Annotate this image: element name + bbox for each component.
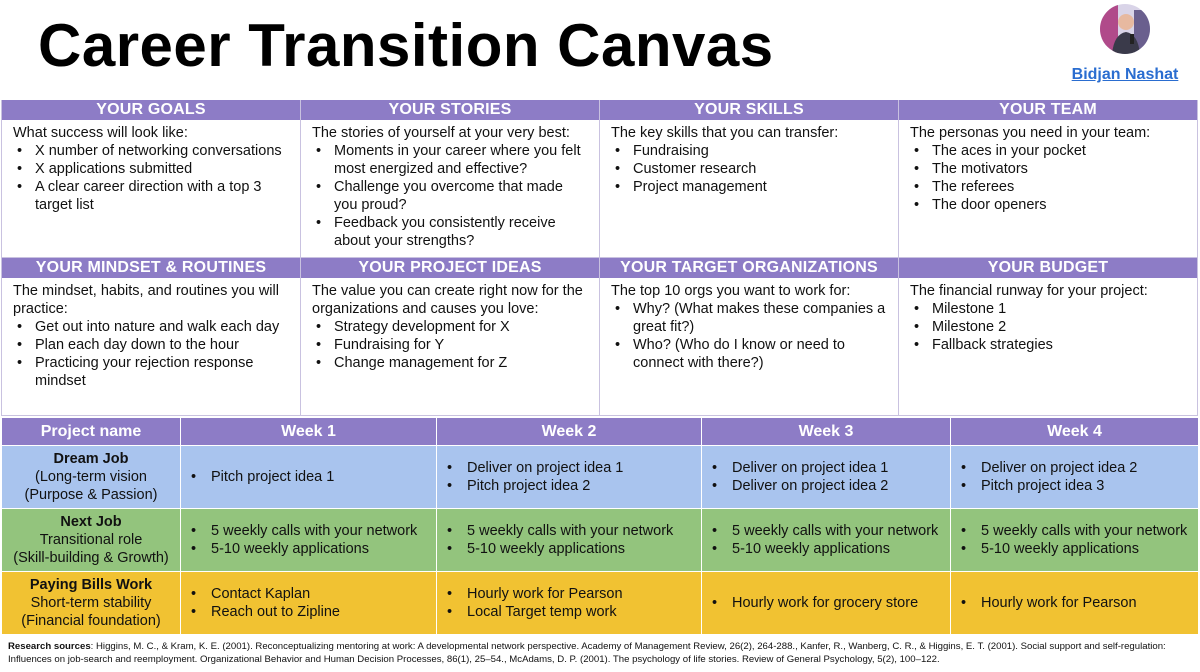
week-task-list (181, 522, 436, 558)
week-cell (702, 446, 951, 509)
list-item: • X number of networking conversations (13, 142, 290, 160)
research-sources (8, 641, 1193, 666)
week-cell (951, 446, 1199, 509)
header-week-3: Week 3 (702, 418, 951, 446)
project-name-subtitle: Short-term stability (30, 595, 152, 611)
list-item: • Reach out to Zipline (189, 603, 436, 621)
project-name-subtitle: (Long-term vision (34, 469, 147, 485)
list-item: • 5 weekly calls with your network (710, 522, 950, 540)
project-name-subtitle: (Financial foundation) (21, 613, 161, 629)
project-name-title: Paying Bills Work (29, 577, 153, 593)
week-cell (951, 509, 1199, 572)
canvas-cell (2, 258, 301, 416)
table-row (2, 446, 1199, 509)
list-item: • Hourly work for Pearson (959, 594, 1198, 612)
project-name-cell (2, 446, 181, 509)
list-item: • Feedback you consistently receive about your strengths? (312, 214, 589, 250)
canvas-cell-heading: YOUR SKILLS (600, 100, 898, 120)
plan-header-row (2, 418, 1199, 446)
list-item: • Fallback strategies (910, 336, 1187, 354)
list-item: • Deliver on project idea 1 (710, 459, 950, 477)
list-item: • 5-10 weekly applications (710, 540, 950, 558)
week-cell (181, 446, 437, 509)
list-item: • Pitch project idea 3 (959, 477, 1198, 495)
week-task-list (181, 585, 436, 621)
list-item: • Hourly work for Pearson (445, 585, 701, 603)
canvas-cell-intro: The personas you need in your team: (910, 125, 1151, 141)
week-task-list (702, 459, 950, 495)
list-item: • Challenge you overcome that made you proud? (312, 178, 589, 214)
list-item: • Pitch project idea 2 (445, 477, 701, 495)
canvas-cell-body (2, 120, 300, 214)
list-item: • The door openers (910, 196, 1187, 214)
list-item: • Get out into nature and walk each day (13, 318, 290, 336)
canvas-cell (899, 258, 1198, 416)
week-cell (702, 572, 951, 635)
canvas-cell (899, 100, 1198, 258)
project-name-title: Next Job (60, 514, 122, 530)
week-task-list (951, 459, 1198, 495)
canvas-cell-heading: YOUR MINDSET & ROUTINES (2, 258, 300, 278)
career-canvas (1, 100, 1198, 416)
canvas-cell-body (301, 278, 599, 372)
table-row (2, 509, 1199, 572)
list-item: • Practicing your rejection response mindset (13, 354, 290, 390)
week-task-list (702, 594, 950, 612)
project-name-subtitle: (Skill-building & Growth) (13, 550, 169, 566)
week-task-list (951, 522, 1198, 558)
week-task-list (181, 468, 436, 486)
header-week-2: Week 2 (437, 418, 702, 446)
list-item: • 5 weekly calls with your network (189, 522, 436, 540)
canvas-cell-intro: The stories of yourself at your very best: (312, 125, 570, 141)
canvas-cell-list (13, 318, 290, 390)
canvas-cell-body (2, 278, 300, 390)
canvas-cell-heading: YOUR PROJECT IDEAS (301, 258, 599, 278)
canvas-cell (301, 100, 600, 258)
avatar (1100, 4, 1150, 54)
list-item: • 5 weekly calls with your network (959, 522, 1198, 540)
canvas-cell-heading: YOUR BUDGET (899, 258, 1197, 278)
week-cell (181, 572, 437, 635)
week-cell (437, 509, 702, 572)
canvas-cell-intro: The value you can create right now for the organizations and causes you love: (312, 283, 583, 317)
week-task-list (951, 594, 1198, 612)
canvas-cell-body (600, 278, 898, 372)
project-name-cell (2, 509, 181, 572)
list-item: • Milestone 1 (910, 300, 1187, 318)
list-item: • 5 weekly calls with your network (445, 522, 701, 540)
list-item: • Why? (What makes these companies a great fit?) (611, 300, 888, 336)
project-name-subtitle: (Purpose & Passion) (24, 487, 158, 503)
week-task-list (437, 522, 701, 558)
canvas-cell-body (301, 120, 599, 250)
canvas-cell-list (13, 142, 290, 214)
list-item: • Hourly work for grocery store (710, 594, 950, 612)
canvas-cell (600, 258, 899, 416)
week-cell (951, 572, 1199, 635)
list-item: • Milestone 2 (910, 318, 1187, 336)
project-name-cell (2, 572, 181, 635)
week-cell (437, 572, 702, 635)
list-item: • Change management for Z (312, 354, 589, 372)
list-item: • The motivators (910, 160, 1187, 178)
week-task-list (437, 585, 701, 621)
list-item: • Deliver on project idea 1 (445, 459, 701, 477)
week-task-list (437, 459, 701, 495)
canvas-cell-list (611, 142, 888, 196)
list-item: • Contact Kaplan (189, 585, 436, 603)
week-task-list (702, 522, 950, 558)
list-item: • Pitch project idea 1 (189, 468, 436, 486)
list-item: • The referees (910, 178, 1187, 196)
week-cell (437, 446, 702, 509)
canvas-cell-heading: YOUR TEAM (899, 100, 1197, 120)
canvas-cell-intro: The mindset, habits, and routines you will practice: (13, 283, 279, 317)
canvas-cell-list (910, 300, 1187, 354)
week-cell (181, 509, 437, 572)
project-name-subtitle: Transitional role (39, 532, 143, 548)
canvas-cell (600, 100, 899, 258)
list-item: • The aces in your pocket (910, 142, 1187, 160)
list-item: • Moments in your career where you felt most energized and effective? (312, 142, 589, 178)
canvas-cell-body (899, 120, 1197, 214)
action-plan-table (1, 417, 1199, 635)
table-row (2, 572, 1199, 635)
canvas-cell-heading: YOUR TARGET ORGANIZATIONS (600, 258, 898, 278)
canvas-cell-list (611, 300, 888, 372)
list-item: • Project management (611, 178, 888, 196)
canvas-cell (2, 100, 301, 258)
list-item: • Deliver on project idea 2 (959, 459, 1198, 477)
project-name-title: Dream Job (53, 451, 129, 467)
list-item: • 5-10 weekly applications (189, 540, 436, 558)
author-photo-icon (1100, 4, 1150, 54)
sources-text: : Higgins, M. C., & Kram, K. E. (2001). Reconceptualizing mentoring at work: A developmental network perspective. Academy of Management Review, 26(2), 264-288., Kanfer, R., Wanberg, C. R., & Higgins, E. T. (2001). Social support and self-regulation: Influences on job-search and reemployment. Organizational Behavior and Human Decision Processes, 86(1), 25–54., McAdams, D. P. (2001). The psychology of life stories. Review of General Psychology, 5(2), 100–122. (8, 641, 1166, 665)
canvas-cell (301, 258, 600, 416)
canvas-cell-heading: YOUR STORIES (301, 100, 599, 120)
header-project-name: Project name (2, 418, 181, 446)
canvas-cell-intro: What success will look like: (13, 125, 188, 141)
sources-label: Research sources (8, 641, 91, 652)
canvas-cell-list (312, 142, 589, 250)
canvas-cell-list (910, 142, 1187, 214)
header-week-4: Week 4 (951, 418, 1199, 446)
list-item: • Who? (Who do I know or need to connect with there?) (611, 336, 888, 372)
author-block (1060, 4, 1190, 84)
list-item: • Strategy development for X (312, 318, 589, 336)
list-item: • Fundraising (611, 142, 888, 160)
list-item: • Customer research (611, 160, 888, 178)
canvas-cell-intro: The key skills that you can transfer: (611, 125, 839, 141)
list-item: • Plan each day down to the hour (13, 336, 290, 354)
week-cell (702, 509, 951, 572)
canvas-cell-heading: YOUR GOALS (2, 100, 300, 120)
author-link[interactable]: Bidjan Nashat (1071, 66, 1179, 83)
list-item: • Deliver on project idea 2 (710, 477, 950, 495)
canvas-cell-list (312, 318, 589, 372)
canvas-cell-body (899, 278, 1197, 354)
canvas-cell-body (600, 120, 898, 196)
list-item: • 5-10 weekly applications (445, 540, 701, 558)
list-item: • Fundraising for Y (312, 336, 589, 354)
canvas-cell-intro: The financial runway for your project: (910, 283, 1148, 299)
list-item: • A clear career direction with a top 3 target list (13, 178, 290, 214)
page-title: Career Transition Canvas (38, 12, 774, 79)
canvas-cell-intro: The top 10 orgs you want to work for: (611, 283, 851, 299)
header-week-1: Week 1 (181, 418, 437, 446)
list-item: • Local Target temp work (445, 603, 701, 621)
list-item: • X applications submitted (13, 160, 290, 178)
list-item: • 5-10 weekly applications (959, 540, 1198, 558)
